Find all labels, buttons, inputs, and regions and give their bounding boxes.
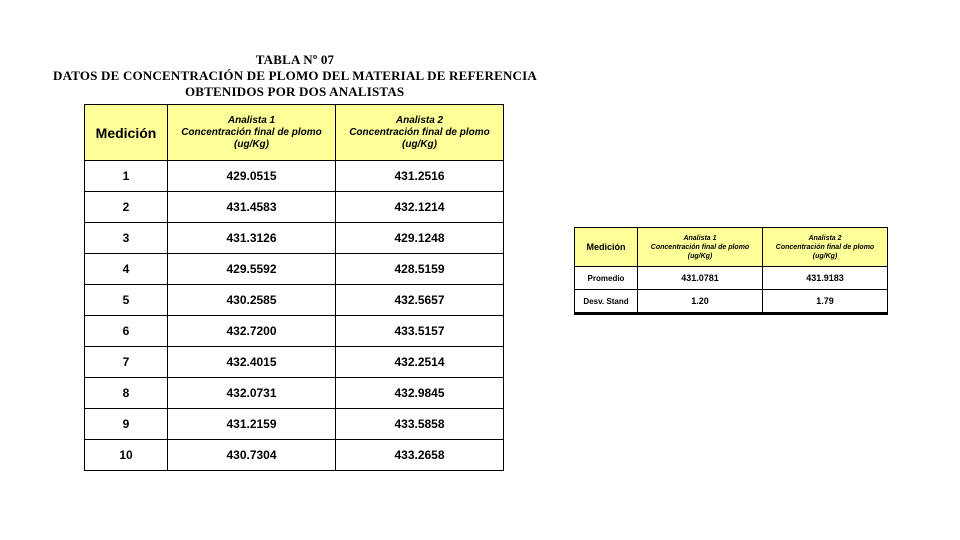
summary-stats-table: [574, 227, 888, 315]
cell-medicion: 6: [85, 316, 168, 347]
cell-analista-1: 431.3126: [168, 223, 336, 254]
summary-header-analista-2: [763, 228, 888, 267]
cell-medicion: 10: [85, 440, 168, 471]
cell-medicion: 1: [85, 161, 168, 192]
summary-row-desv-stand: [575, 290, 888, 314]
title-line-3: OBTENIDOS POR DOS ANALISTAS: [185, 84, 405, 99]
cell-analista-2: 432.1214: [336, 192, 504, 223]
cell-analista-2: 429.1248: [336, 223, 504, 254]
title-line-1: TABLA Nº 07: [255, 52, 335, 67]
summary-header-analista-1-desc: Concentración final de plomo: [650, 243, 750, 251]
header-analista-2-unit: (ug/Kg): [402, 138, 437, 150]
cell-analista-1: 431.4583: [168, 192, 336, 223]
header-analista-2-name: Analista 2: [395, 114, 444, 126]
cell-analista-2: 432.2514: [336, 347, 504, 378]
summary-analista-2: 431.9183: [763, 267, 888, 290]
cell-analista-2: 428.5159: [336, 254, 504, 285]
table-row: [85, 347, 504, 378]
cell-analista-1: 432.0731: [168, 378, 336, 409]
cell-analista-1: 432.7200: [168, 316, 336, 347]
summary-header-analista-1: [638, 228, 763, 267]
cell-analista-2: 432.5657: [336, 285, 504, 316]
table-row: [85, 440, 504, 471]
main-table-header-row: [85, 105, 504, 161]
cell-medicion: 4: [85, 254, 168, 285]
summary-header-analista-1-name: Analista 1: [683, 234, 717, 242]
table-row: [85, 223, 504, 254]
cell-analista-1: 431.2159: [168, 409, 336, 440]
cell-analista-1: 429.5592: [168, 254, 336, 285]
summary-analista-1: 1.20: [638, 290, 763, 314]
summary-header-medicion: Medición: [575, 228, 638, 267]
table-row: [85, 254, 504, 285]
summary-header-analista-1-unit: (ug/Kg): [687, 252, 713, 260]
cell-medicion: 3: [85, 223, 168, 254]
summary-analista-1: 431.0781: [638, 267, 763, 290]
main-data-table: [84, 104, 504, 471]
summary-header-analista-2-name: Analista 2: [808, 234, 842, 242]
cell-analista-1: 430.2585: [168, 285, 336, 316]
cell-medicion: 2: [85, 192, 168, 223]
cell-analista-2: 433.5858: [336, 409, 504, 440]
summary-label: Desv. Stand: [575, 290, 638, 314]
title-line-2: DATOS DE CONCENTRACIÓN DE PLOMO DEL MATERIAL DE REFERENCIA: [53, 68, 537, 83]
summary-analista-2: 1.79: [763, 290, 888, 314]
header-analista-1: [168, 105, 336, 161]
table-row: [85, 192, 504, 223]
cell-medicion: 7: [85, 347, 168, 378]
cell-analista-2: 433.5157: [336, 316, 504, 347]
summary-header-analista-2-desc: Concentración final de plomo: [775, 243, 875, 251]
cell-analista-1: 429.0515: [168, 161, 336, 192]
cell-analista-1: 432.4015: [168, 347, 336, 378]
summary-row-promedio: [575, 267, 888, 290]
summary-table-header-row: [575, 228, 888, 267]
cell-analista-2: 432.9845: [336, 378, 504, 409]
summary-label: Promedio: [575, 267, 638, 290]
header-analista-2: [336, 105, 504, 161]
cell-analista-1: 430.7304: [168, 440, 336, 471]
table-row: [85, 409, 504, 440]
cell-analista-2: 433.2658: [336, 440, 504, 471]
cell-analista-2: 431.2516: [336, 161, 504, 192]
cell-medicion: 9: [85, 409, 168, 440]
table-row: [85, 161, 504, 192]
header-analista-1-desc: Concentración final de plomo: [181, 126, 322, 138]
document-title: [40, 52, 550, 100]
header-analista-2-desc: Concentración final de plomo: [349, 126, 490, 138]
header-analista-1-unit: (ug/Kg): [234, 138, 269, 150]
table-row: [85, 378, 504, 409]
table-row: [85, 316, 504, 347]
cell-medicion: 8: [85, 378, 168, 409]
table-row: [85, 285, 504, 316]
header-analista-1-name: Analista 1: [227, 114, 276, 126]
summary-header-analista-2-unit: (ug/Kg): [812, 252, 838, 260]
header-medicion: Medición: [85, 105, 168, 161]
cell-medicion: 5: [85, 285, 168, 316]
